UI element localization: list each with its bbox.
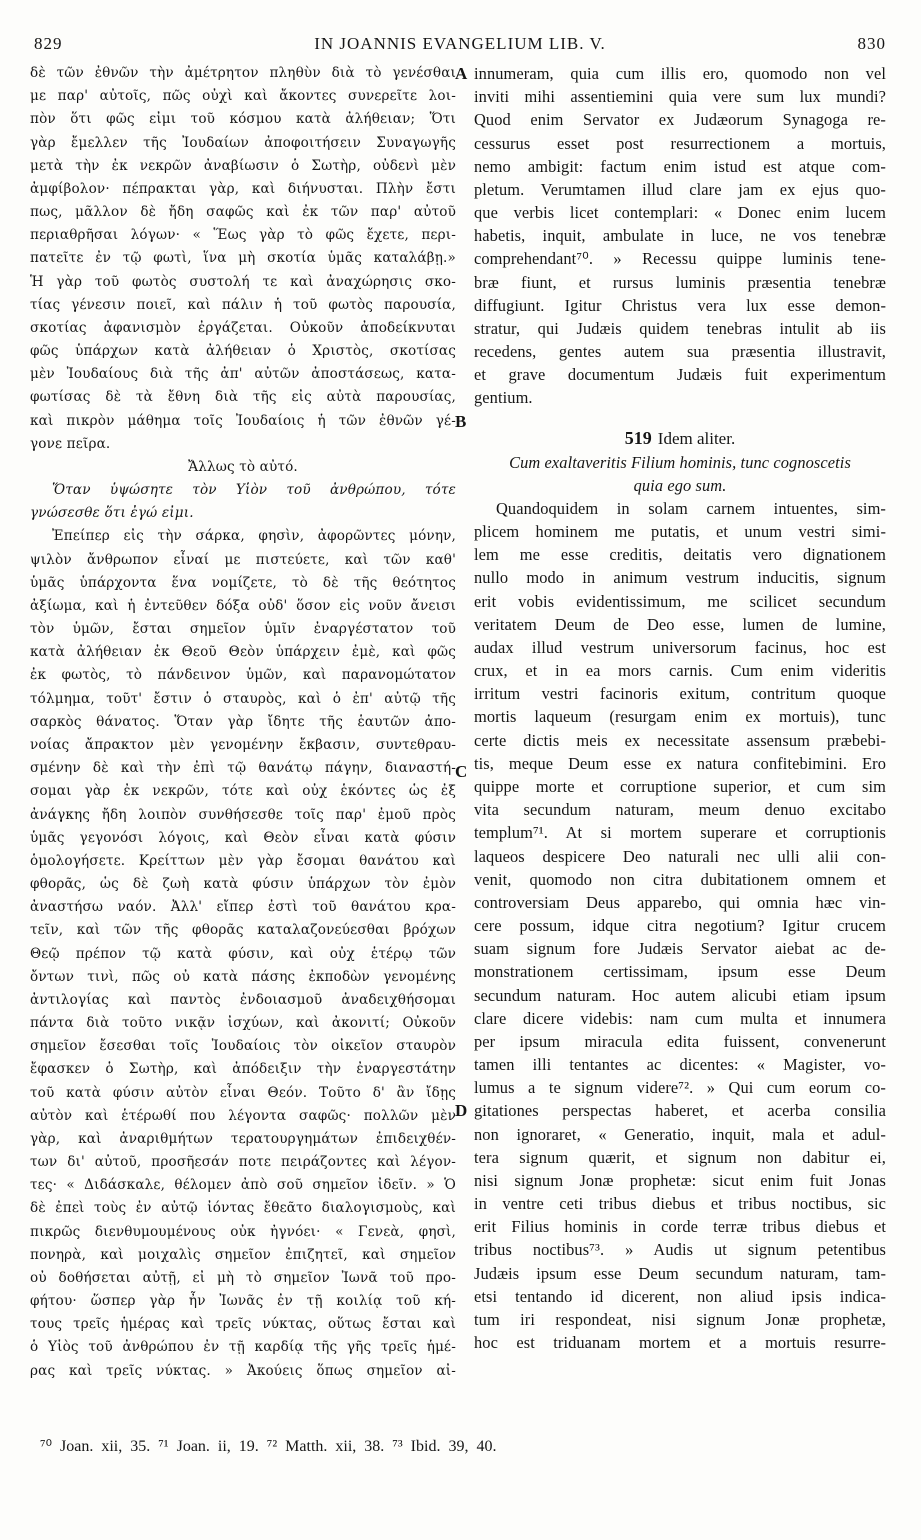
- text-line: clare dicere videbis: nam cum multa et innumera: [474, 1008, 886, 1028]
- text-line: πατεῖτε ἐν τῷ φωτὶ, ἵνα μὴ σκοτία ὑμᾶς καταλάβῃ.»: [30, 250, 456, 267]
- text-line: καὶ πικρὸν μάθημα τοῖς Ἰουδαίοις ἡ τῶν ἐθνῶν γέ-: [30, 412, 456, 429]
- text-line: γὰρ ἔμελλεν τῆς Ἰουδαίων ἀποφοιτήσειν Συναγωγῆς: [30, 134, 456, 151]
- latin-column: [474, 62, 886, 1354]
- text-line: μετὰ τὴν ἐκ νεκρῶν ἀναβίωσιν ὁ Σωτὴρ, οὐδενὶ μὲν: [30, 157, 456, 174]
- text-line: certe dictis meis ex necessitate assensum præbebi-: [474, 730, 886, 750]
- text-line: τίας γένεσιν ποιεῖ, καὶ πάλιν ἡ τοῦ φωτὸς παρουσία,: [30, 296, 456, 313]
- text-line: σαρκὸς θάνατος. Ὅταν γὰρ ἴδητε τῆς ἑαυτῶν ἀπο-: [30, 713, 456, 730]
- text-line: tera signum quærit, et signum non dabitur ei,: [474, 1147, 886, 1167]
- text-line: νοίας ἄπρακτον μὲν γενομένην ἔκβασιν, συντεθραυ-: [30, 736, 456, 753]
- text-line: inviti mihi assentiemini quia vere sum lux mundi?: [474, 87, 886, 107]
- text-line: οὐ δοθήσεται αὐτῇ, εἰ μὴ τὸ σημεῖον Ἰωνᾶ τοῦ προ-: [30, 1269, 456, 1286]
- lemma-line: quia ego sum.: [633, 475, 727, 495]
- text-line: Ἐπείπερ εἰς τὴν σάρκα, φησὶν, ἀφορῶντες μόνην,: [52, 528, 456, 545]
- text-line: in ventre ceti tribus diebus et tribus noctibus, sic: [474, 1194, 886, 1214]
- text-line: τες· « Διδάσκαλε, θέλομεν ἀπὸ σοῦ σημεῖον ἰδεῖν. » Ὁ: [30, 1177, 456, 1194]
- text-line: πως, μᾶλλον δὲ ἤδη σαφῶς καὶ ἐκ τῶν παρ' αὐτοῦ: [30, 204, 456, 221]
- text-line: τόλμημα, τοῦτ' ἔστιν ὁ σταυρὸς, καὶ ὁ ἐπ' αὐτῷ τῆς: [30, 690, 456, 707]
- text-line: tis, meque Deum esse ex natura confitebimini. Ero: [474, 753, 886, 773]
- text-line: stratur, qui Judæis quidem tenebras intulit ab iis: [474, 318, 886, 338]
- text-line: tamen illi tentantes ac dicentes: « Magister, vo-: [474, 1055, 886, 1075]
- footnotes: ⁷⁰ Joan. xii, 35. ⁷¹ Joan. ii, 19. ⁷² Matth. xii, 38. ⁷³ Ibid. 39, 40.: [40, 1438, 497, 1455]
- text-line: vita secundum naturam, meum denuo excitabo: [474, 800, 886, 820]
- text-line: pletum. Verumtamen illud clare jam ex ejus quo-: [474, 179, 886, 199]
- text-line: irritum vestri facinoris exitum, contritum quoque: [474, 684, 886, 704]
- text-line: ἀντιλογίας καὶ παντὸς ἐνδοιασμοῦ ἀναδειχθήσομαι: [30, 991, 456, 1008]
- text-line: ἔφασκεν ὁ Σωτὴρ, καὶ ἀπόδειξιν τὴν ἐναργεστάτην: [30, 1061, 456, 1078]
- text-line: πικρῶς διενθυμουμένους οὐκ ἠγνόει· « Γενεὰ, φησὶ,: [30, 1223, 456, 1240]
- text-line: gitationes perspectas haberet, et acerba consilia: [474, 1101, 886, 1121]
- text-line: et grave documentum Judæis fuit experimentum: [474, 365, 886, 385]
- text-line: tum iri respondeat, nisi signum Jonæ prophetæ,: [474, 1309, 886, 1329]
- page-number-right: 830: [857, 34, 886, 53]
- page-header: [34, 34, 886, 56]
- lemma-line: Cum exaltaveritis Filium hominis, tunc cognoscetis: [509, 452, 851, 472]
- greek-paragraph-2: [30, 525, 456, 1382]
- text-line: κατὰ ἀλήθειαν ἐκ Θεοῦ Θεὸν ὑπάρχειν ἐμὲ, καὶ φῶς: [30, 644, 456, 661]
- text-line: τεῖν, καὶ τῶν τῆς φθορᾶς καταλαζονεύεσθαι βρόχων: [30, 922, 456, 939]
- text-line: ὄντων τινὶ, πῶς οὐ κατὰ πάσης ἐκποδὼν γενομένης: [30, 968, 456, 985]
- text-line: controversiam Deus apparebo, qui omnia hæc vin-: [474, 892, 886, 912]
- text-line: φῶς ὑπάρχων κατὰ ἀλήθειαν ὁ Χριστὸς, σκοτίσας: [30, 343, 456, 360]
- text-line: ρας καὶ τρεῖς νύκτας. » Ἀκούεις ὅπως σημεῖον αἰ-: [30, 1362, 456, 1379]
- text-line: σμένην δὲ καὶ τὴν ἐπὶ τῷ θανάτῳ πάγην, διαναστή-: [30, 760, 456, 777]
- text-line: plicem hominem me putatis, et unum vestri simi-: [474, 522, 886, 542]
- text-line: etsi tentando id dicerent, non aliud ipsis indica-: [474, 1286, 886, 1306]
- text-line: ὑμᾶς γεγονόσι λόγοις, καὶ Θεὸν εἶναι κατὰ φύσιν: [30, 829, 456, 846]
- text-line: ὁ Υἱὸς τοῦ ἀνθρώπου ἐν τῇ καρδίᾳ τῆς γῆς τρεῖς ἡμέ-: [30, 1339, 456, 1356]
- text-line: innumeram, quia cum illis ero, quomodo non vel: [474, 64, 886, 83]
- text-line: αὐτὸν καὶ ἑτέρωθί που λέγοντα σαφῶς· πολλῶν μὲν: [30, 1107, 456, 1124]
- text-line: comprehendant⁷⁰. » Recessu quippe luminis tene-: [474, 249, 886, 269]
- text-line: suam signum fore Judæis Servator aiebat ac de-: [474, 939, 886, 959]
- text-line: Quandoquidem in solam carnem intuentes, sim-: [496, 498, 886, 518]
- text-line: ἀναστήσω ναόν. Ἀλλ' εἴπερ ἐστὶ τοῦ θανάτου κρα-: [30, 899, 456, 916]
- text-line: laqueos despicere Deo naturali nec ulli alii con-: [474, 846, 886, 866]
- text-line: με παρ' αὐτοῖς, πῶς οὐχὶ καὶ ἄκοντες συνερεῖτε λοι-: [30, 88, 456, 105]
- text-line: Θεῷ πρέπον τῷ κατὰ φύσιν, καὶ οὐχ ἑτέρῳ τῶν: [30, 945, 456, 962]
- text-line: lumus a te signum videre⁷². » Qui cum eorum co-: [474, 1078, 886, 1098]
- text-line: σκοτίας ἀφανισμὸν ἐργάζεται. Οὐκοῦν ἀποδείκνυται: [30, 319, 456, 336]
- latin-section-heading: [474, 426, 886, 451]
- text-line: τὸν ὑμῶν, ἔσται σημεῖον ὑμῖν ἐναργέστατον τοῦ: [30, 621, 456, 638]
- text-line: τοῦ κατὰ φύσιν αὐτὸν εἶναι Θεόν. Τοῦτο δ' ἂν ἴδῃς: [30, 1084, 456, 1101]
- greek-lemma: [30, 479, 456, 525]
- text-line: γὰρ, καὶ ἀναριθμήτων τερατουργημάτων ἐπιδειχθέν-: [30, 1130, 456, 1147]
- text-line: erit vobis evidentissimum, me scilicet secundum: [474, 591, 886, 611]
- text-line: φθορᾶς, ὡς δὲ ζωὴ κατὰ φύσιν ὑπάρχων τὸν ἐμὸν: [30, 876, 456, 893]
- greek-column: [30, 62, 456, 1383]
- text-line: bræ fiunt, et rursus luminis præsentia tenebræ: [474, 272, 886, 292]
- text-line: σημεῖον ἔσεσθαι τοῖς Ἰουδαίοις τὸν οἰκεῖον σταυρὸν: [30, 1038, 456, 1055]
- text-line: crux, et in ea mors carnis. Cum enim videritis: [474, 661, 886, 681]
- text-line: lem me esse creditis, deitatis vero dignationem: [474, 545, 886, 565]
- lemma-line: γνώσεσθε ὅτι ἐγώ εἰμι.: [30, 505, 194, 522]
- text-line: Ἡ γὰρ τοῦ φωτὸς συστολή τε καὶ ἀναχώρησις σκο-: [30, 273, 456, 290]
- text-line: ὑμᾶς ὑπάρχοντα ἕνα νομίζετε, τὸ δὲ τῆς θεότητος: [30, 574, 456, 591]
- text-line: των δι' αὐτοῦ, προσῆεσάν ποτε πειράζοντες καὶ λέγον-: [30, 1154, 456, 1171]
- text-line: ὁμολογήσετε. Κρείττων μὲν γὰρ ἔσομαι θανάτου καὶ: [30, 852, 456, 869]
- text-line: ἐκ φωτὸς, τὸ πάνδεινον ὑμῶν, καὶ παρανομώτατον: [30, 667, 456, 684]
- text-line: habetis, inquit, ambulate in luce, ne vos tenebræ: [474, 226, 886, 246]
- text-line: diffugiunt. Igitur Christus vera lux esse demon-: [474, 295, 886, 315]
- section-number: 519: [624, 427, 652, 448]
- margin-marker-c: C: [455, 762, 468, 781]
- margin-marker-b: B: [455, 412, 467, 431]
- text-line: templum⁷¹. At si mortem superare et corruptionis: [474, 823, 886, 843]
- latin-paragraph-1: [474, 62, 886, 410]
- text-line: veritatem Deum de Deo esse, lumen de lumine,: [474, 614, 886, 634]
- lemma-line: Ὅταν ὑψώσητε τὸν Υἱὸν τοῦ ἀνθρώπου, τότε: [52, 482, 456, 499]
- text-line: πονηρὰ, καὶ μοιχαλὶς σημεῖον ἐπιζητεῖ, καὶ σημεῖον: [30, 1246, 456, 1263]
- text-line: ἀνάγκης ἤδη λοιπὸν συνθήσεσθε τοῖς παρ' ἐμοῦ πρὸς: [30, 806, 456, 823]
- text-line: mortis laqueum (resurgam enim ex mortuis), tunc: [474, 707, 886, 727]
- text-line: τους τρεῖς ἡμέρας καὶ τρεῖς νύκτας, οὕτως ἔσται καὶ: [30, 1316, 456, 1333]
- text-line: nisi signum Jonæ prophetæ: sicut enim fuit Jonas: [474, 1170, 886, 1190]
- latin-lemma: [474, 451, 886, 497]
- latin-paragraph-2: [474, 497, 886, 1354]
- text-line: περιαθρῆσαι λόγων· « Ἕως γὰρ τὸ φῶς ἔχετε, περι-: [30, 227, 456, 244]
- text-line: Judæis ipsum esse Deum secundum naturam, tam-: [474, 1263, 886, 1283]
- page-number-left: 829: [34, 34, 63, 53]
- text-line: tribus noctibus⁷³. » Audis ut signum petentibus: [474, 1240, 886, 1260]
- text-line: ἀξίωμα, καὶ ἡ ἐντεῦθεν δόξα οὐδ' ὅσον εἰς νοῦν ἄνεισι: [30, 597, 456, 614]
- running-title: IN JOANNIS EVANGELIUM LIB. V.: [314, 34, 606, 53]
- text-line: que verbis licet contemplari: « Donec enim lucem: [474, 203, 886, 223]
- text-line: audax illud vestrum universorum facinus, hoc est: [474, 637, 886, 657]
- text-line: gentium.: [474, 388, 533, 408]
- text-line: φωτίσας δὲ τὰ ἔθνη διὰ τῆς εἰς αὐτὰ παρουσίας,: [30, 389, 456, 406]
- text-line: recedens, gentes autem sua præsentia illustravit,: [474, 342, 886, 362]
- text-line: ψιλὸν ἄνθρωπον εἶναί με πιστεύετε, καὶ τῶν καθ': [30, 551, 456, 568]
- greek-aliter-heading: Ἄλλως τὸ αὐτό.: [188, 458, 298, 475]
- text-line: non ignoraret, « Generatio, inquit, mala et adul-: [474, 1124, 886, 1144]
- margin-marker-d: D: [455, 1101, 468, 1120]
- text-line: πάντα διὰ τοῦτο νικᾷν ἰσχύων, καὶ ἀκονιτί; Οὐκοῦν: [30, 1015, 456, 1032]
- text-line: hoc est triduanam mortem et a mortuis resurre-: [474, 1333, 886, 1353]
- text-line: Quod enim Servator ex Judæorum Synagoga re-: [474, 110, 886, 130]
- text-line: cere possum, idque citra negotium? Igitur crucem: [474, 916, 886, 936]
- text-line: δὲ τῶν ἐθνῶν τὴν ἀμέτρητον πληθὺν διὰ τὸ γενέσθαι: [30, 65, 456, 81]
- text-line: secundum naturam. Hoc autem alicubi etiam ipsum: [474, 985, 886, 1005]
- text-line: quippe morte et corruptione superior, et cum sim: [474, 776, 886, 796]
- text-line: γονε πεῖρα.: [30, 435, 111, 452]
- greek-paragraph-1: [30, 62, 456, 456]
- latin-aliter-heading: Idem aliter.: [657, 428, 736, 448]
- text-line: πὸν ὅτι φῶς εἰμι τοῦ κόσμου κατὰ ἀλήθειαν; Ὅτι: [30, 111, 456, 128]
- text-line: δὲ ἐπεὶ τοὺς ἐν αὐτῷ ἰόντας ἔθεᾶτο διαλογισμοὺς, καὶ: [30, 1200, 456, 1217]
- text-line: monstrationem certissimam, ipsum esse Deum: [474, 962, 886, 982]
- text-line: nemo ambigit: factum enim istud est atque com-: [474, 156, 886, 176]
- text-line: nullo modo in animum vestrum inducitis, signum: [474, 568, 886, 588]
- text-line: venit, quomodo non citra dubitationem omnem et: [474, 869, 886, 889]
- text-line: μὲν Ἰουδαίους διὰ τῆς ἀπ' αὐτῶν ἀποστάσεως, κατα-: [30, 366, 456, 383]
- margin-marker-a: A: [455, 64, 468, 83]
- text-line: σομαι γὰρ ἐκ νεκρῶν, τότε καὶ οὐχ ἑκόντες ὡς ἐξ: [30, 783, 456, 800]
- text-line: ἀμφίβολον· πέπρακται γὰρ, καὶ διήνυσται. Πλὴν ἔστι: [30, 180, 456, 197]
- text-line: per ipsum miracula edita fuissent, convenerunt: [474, 1031, 886, 1051]
- text-line: erit Filius hominis in corde terræ tribus diebus et: [474, 1217, 886, 1237]
- text-line: cessurus esset post resurrectionem a mortuis,: [474, 133, 886, 153]
- text-line: φήτου· ὥσπερ γὰρ ἦν Ἰωνᾶς ἐν τῇ κοιλίᾳ τοῦ κή-: [30, 1293, 456, 1310]
